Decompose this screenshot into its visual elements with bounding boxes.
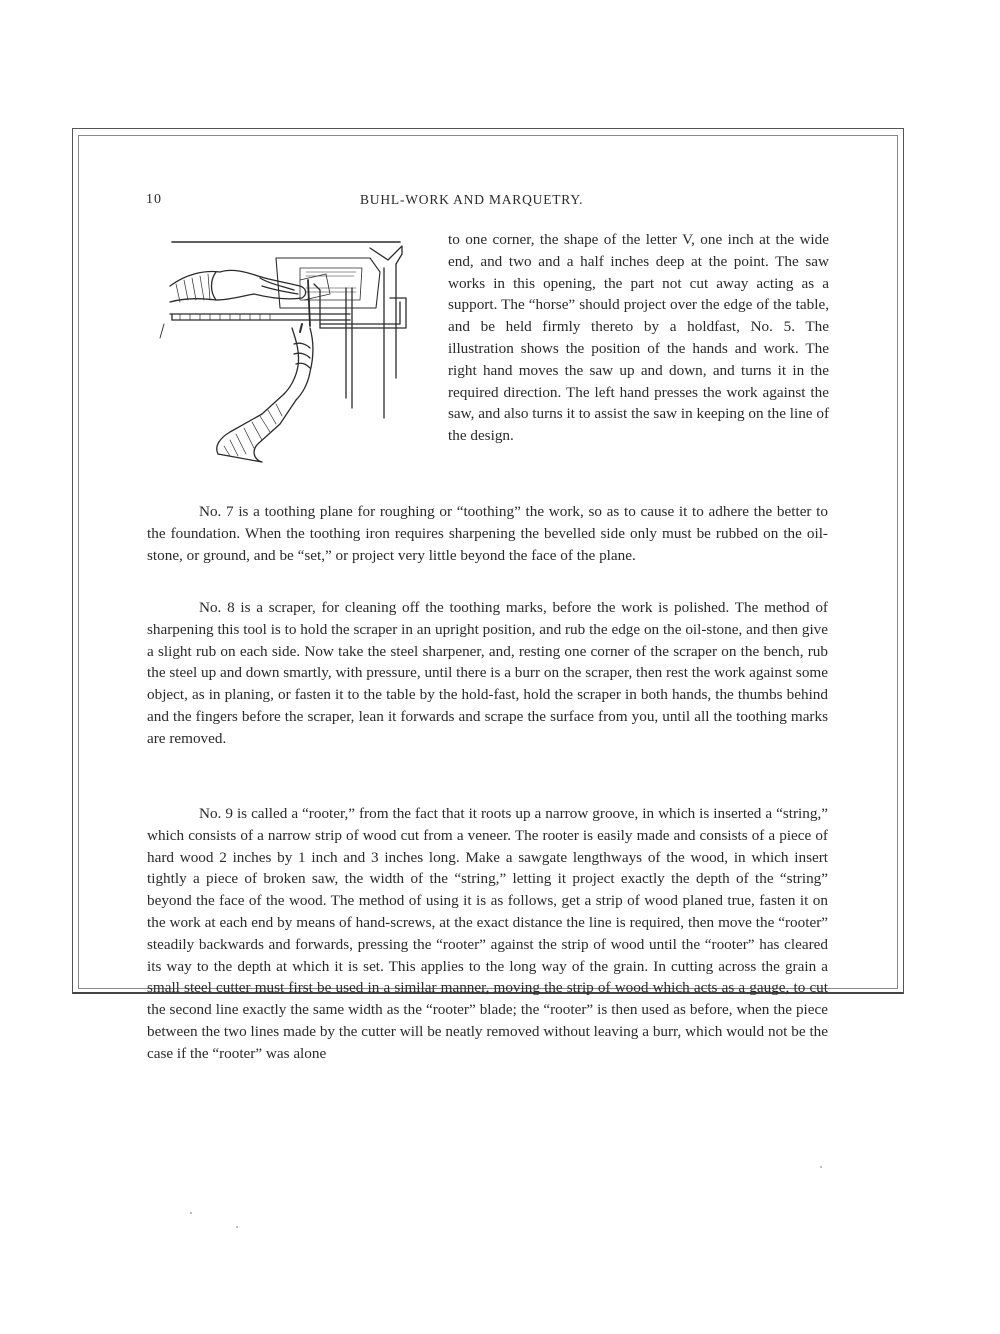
paragraph-no7-text: No. 7 is a toothing plane for roughing or “toothing” the work, so as to cause it to adhere the better to the foundation. When the toothing iron requires sharpening the bevelled side only must be rubbed on the oil-stone, or ground, and be “set,” or project very little beyond the face of the plane. [147, 503, 828, 564]
page-number: 10 [146, 192, 162, 207]
paragraph-no9-text: No. 9 is called a “rooter,” from the fact that it roots up a narrow groove, in which is inserted a “string,” which consists of a narrow strip of wood cut from a veneer. The rooter is easily made and consists of a piece of hard wood 2 inches by 1 inch and 3 inches long. Make a sawgate lengthways of the wood, in which insert tightly a piece of broken saw, the width of the “string,” letting it project exactly the depth of the “string” beyond the face of the wood. The method of using it is as follows, get a strip of wood planed true, fasten it on the work at each end by means of hand-screws, at the exact distance the line is required, then move the “rooter” steadily backwards and forwards, pressing the “rooter” against the strip of wood until the “rooter” has cleared its way to the depth at which it is set. This applies to the long way of the grain. In cutting across the grain a small steel cutter must first be used in a similar manner, moving the strip of wood which acts as a gauge, to cut the second line exactly the same width as the “rooter” blade; the “rooter” is then used as before, when the piece between the two lines made by the cutter will be neatly removed without leaving a burr, which would not be the case if the “rooter” was alone [147, 805, 828, 1062]
running-head: BUHL-WORK AND MARQUETRY. [360, 192, 584, 207]
paper-speck [820, 1166, 822, 1168]
paragraph-no8-text: No. 8 is a scraper, for cleaning off the toothing marks, before the work is polished. The method of sharpening this tool is to hold the scraper in an upright position, and rub the edge on the oil-stone, and then give a slight rub on each side. Now take the steel sharpener, and, resting one corner of the scraper on the bench, rub the steel up and down smartly, with pressure, until there is a burr on the scraper, then rest the work against some object, as in planing, or fasten it to the table by the hold-fast, hold the scraper in both hands, the thumbs behind and the fingers before the scraper, lean it forwards and scrape the surface from you, until all the toothing marks are removed. [147, 599, 828, 747]
paper-speck [236, 1226, 238, 1228]
paragraph-no8 [147, 597, 828, 750]
paper-speck [190, 1212, 192, 1214]
paragraph-no7 [147, 501, 828, 566]
paragraph-no9 [147, 803, 828, 1065]
fretsaw-hands-illustration [150, 228, 422, 478]
illustration-svg [150, 228, 422, 478]
continued-paragraph [448, 229, 829, 447]
continued-paragraph-text: to one corner, the shape of the letter V, one inch at the wide end, and two and a half inches deep at the point. The saw works in this opening, the part not cut away acting as a support. The “horse” should project over the edge of the table, and be held firmly thereto by a holdfast, No. 5. The illustration shows the position of the hands and work. The right hand moves the saw up and down, and turns it in the required direction. The left hand presses the work against the saw, and also turns it to assist the saw in keeping on the line of the design. [448, 231, 829, 445]
